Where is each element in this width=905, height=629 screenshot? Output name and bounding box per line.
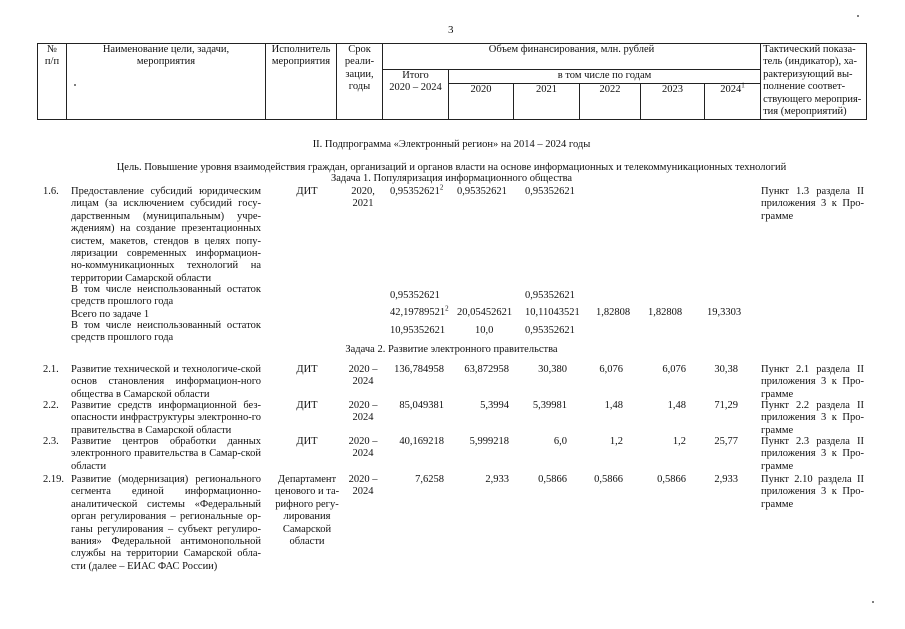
row-2-1-total: 136,784958	[394, 364, 444, 375]
row-1-6-indicator: Пункт 1.3 раздела II приложения 3 к Про-грамме	[761, 186, 864, 222]
row-2-1-2020: 63,872958	[464, 364, 509, 375]
row-2-1-term: 2020 – 2024	[348, 364, 378, 388]
row-2-3-name: Развитие центров обработки данных электронного правительства в Самар-ской области	[71, 436, 261, 472]
header-year-2024-footnote: 1	[741, 81, 745, 90]
task-2-title: Задача 2. Развитие электронного правительства	[345, 344, 558, 355]
row-1-6-balance-2021: 0,95352621	[525, 290, 575, 301]
task-1-total-amount: 42,19789521	[390, 307, 446, 318]
scan-speck	[872, 601, 874, 603]
row-2-1-indicator: Пункт 2.1 раздела II приложения 3 к Про-грамме	[761, 364, 864, 400]
row-1-6-total-value: 0,95352621	[390, 186, 440, 197]
header-year-2022	[580, 84, 641, 120]
row-2-3-indicator: Пункт 2.3 раздела II приложения 3 к Про-грамме	[761, 436, 864, 472]
row-1-6-name: Предоставление субсидий юридическим лицам (за исключением субсидий госу-дарственным (муниципальным) учре-ждениям) на создание презентационных систем, макетов, стендов в целях попу-ляризации современных информацион-но-коммуникационных технологий на территории Самарской области	[71, 186, 261, 284]
row-2-19-2022: 0,5866	[594, 474, 623, 485]
scan-speck	[74, 84, 76, 86]
header-financing	[383, 44, 761, 70]
row-1-6-balance-name: В том числе неиспользованный остаток средств прошлого года	[71, 284, 261, 308]
goal-text: Цель. Повышение уровня взаимодействия граждан, организаций и органов власти на основе информационных и телекоммуникационных технологий	[116, 162, 787, 173]
row-2-19-name: Развитие (модернизация) регионального сегмента единой информационно-аналитической системы «Федеральный орган регулирования – региональные ор-ганы регулирования – субъект регулиро-вания» Федеральной антимонопольной службы на территории Самарской обла-сти (далее – ЕИАС ФАС России)	[71, 474, 261, 572]
task-1-total-2021: 10,11043521	[525, 307, 580, 318]
task-1-total-footnote: 2	[445, 304, 449, 313]
header-name-text: Наименование цели, задачи, мероприятия	[102, 44, 230, 68]
row-1-6-2020: 0,95352621	[457, 186, 507, 197]
row-2-3-executor: ДИТ	[296, 436, 318, 447]
header-name	[67, 44, 266, 120]
row-2-1-executor: ДИТ	[296, 364, 318, 375]
row-2-3-2020: 5,999218	[469, 436, 509, 447]
row-2-3-num: 2.3.	[43, 436, 59, 447]
header-term-text: Срок реали- зации, годы	[344, 44, 375, 93]
row-2-1-2022: 6,076	[599, 364, 623, 375]
row-2-2-2023: 1,48	[667, 400, 686, 411]
row-1-6-balance-total: 0,95352621	[390, 290, 440, 301]
header-executor	[266, 44, 337, 120]
row-2-3-total: 40,169218	[399, 436, 444, 447]
task-1-total-2023: 1,82808	[648, 307, 683, 318]
task-1-balance-name: В том числе неиспользованный остаток средств прошлого года	[71, 320, 261, 344]
row-2-3-2023: 1,2	[672, 436, 686, 447]
header-year-2020	[449, 84, 514, 120]
row-1-6-num: 1.6.	[43, 186, 59, 197]
header-year-2024	[705, 81, 761, 120]
header-table	[37, 43, 867, 120]
row-2-1-num: 2.1.	[43, 364, 59, 375]
task-1-title: Задача 1. Популяризация информационного общества	[330, 173, 573, 184]
task-1-total-2020: 20,05452621	[457, 307, 513, 318]
row-2-2-executor: ДИТ	[296, 400, 318, 411]
row-1-6-term: 2020, 2021	[351, 186, 375, 210]
task-1-total-2024: 19,3303	[707, 307, 742, 318]
row-1-6-total	[390, 183, 444, 198]
row-1-6-executor: ДИТ	[296, 186, 318, 197]
row-2-2-term: 2020 – 2024	[348, 400, 378, 424]
header-year-2021	[514, 84, 580, 120]
header-year-2023	[641, 84, 705, 120]
task-1-total-value	[390, 304, 449, 319]
row-2-19-2023: 0,5866	[657, 474, 686, 485]
row-2-19-total: 7,6258	[415, 474, 444, 485]
row-2-1-2023: 6,076	[662, 364, 686, 375]
header-year-2020-text: 2020	[470, 84, 492, 95]
row-2-19-term: 2020 – 2024	[348, 474, 378, 498]
row-2-19-2021: 0,5866	[538, 474, 567, 485]
row-2-1-2024: 30,38	[714, 364, 738, 375]
header-indicator-text: Тактический показа- тель (индикатор), ха- рактеризующий вы- полнение соответ- ствующего мероприя- тия (мероприятий)	[763, 44, 862, 118]
row-1-6-total-footnote: 2	[439, 183, 444, 192]
header-year-2023-text: 2023	[662, 84, 683, 95]
header-executor-text: Исполнитель мероприятия	[271, 44, 331, 68]
row-2-3-term: 2020 – 2024	[348, 436, 378, 460]
row-2-1-2021: 30,380	[538, 364, 567, 375]
header-num-text: № п/п	[44, 44, 60, 68]
row-2-19-2020: 2,933	[485, 474, 509, 485]
row-2-19-executor: Департамент ценового и та- рифного регу- лирования Самарской области	[274, 474, 340, 548]
header-financing-text: Объем финансирования, млн. рублей	[488, 44, 655, 55]
header-indicator	[761, 44, 867, 120]
task-1-total-name: Всего по задаче 1	[71, 309, 150, 320]
task-1-balance-2020: 10,0	[475, 325, 494, 336]
header-by-years-text: в том числе по годам	[557, 70, 652, 81]
task-1-balance-2021: 0,95352621	[525, 325, 575, 336]
row-2-3-2022: 1,2	[609, 436, 623, 447]
header-year-2021-text: 2021	[536, 84, 557, 95]
header-total-text: Итого 2020 – 2024	[389, 70, 442, 94]
row-2-3-2024: 25,77	[714, 436, 738, 447]
row-2-19-2024: 2,933	[714, 474, 738, 485]
row-2-2-2020: 5,3994	[480, 400, 509, 411]
subprogram-title: II. Подпрограмма «Электронный регион» на 2014 – 2024 годы	[312, 139, 591, 150]
row-2-2-name: Развитие средств информационной без-опасности инфраструктуры электронно-го правительства в Самарской области	[71, 400, 261, 436]
header-num	[38, 44, 67, 120]
row-2-2-2022: 1,48	[604, 400, 623, 411]
row-2-2-num: 2.2.	[43, 400, 59, 411]
header-term	[337, 44, 383, 120]
header-total	[383, 70, 449, 120]
header-year-2024-text: 2024	[720, 84, 742, 95]
row-2-2-total: 85,049381	[399, 400, 444, 411]
row-2-1-name: Развитие технической и технологиче-ской основ становления информацион-ного общества в Самарской области	[71, 364, 261, 400]
page-number: 3	[448, 24, 454, 36]
row-2-19-num: 2.19.	[43, 474, 64, 485]
header-by-years	[449, 70, 761, 84]
row-1-6-2021: 0,95352621	[525, 186, 575, 197]
scan-speck	[857, 15, 859, 17]
row-2-2-indicator: Пункт 2.2 раздела II приложения 3 к Про-грамме	[761, 400, 864, 436]
header-year-2022-text: 2022	[599, 84, 621, 95]
task-1-balance-total: 10,95352621	[390, 325, 446, 336]
row-2-2-2021: 5,39981	[532, 400, 567, 411]
row-2-3-2021: 6,0	[553, 436, 567, 447]
row-2-19-indicator: Пункт 2.10 раздела II приложения 3 к Про-грамме	[761, 474, 864, 510]
task-1-total-2022: 1,82808	[596, 307, 631, 318]
row-2-2-2024: 71,29	[714, 400, 738, 411]
